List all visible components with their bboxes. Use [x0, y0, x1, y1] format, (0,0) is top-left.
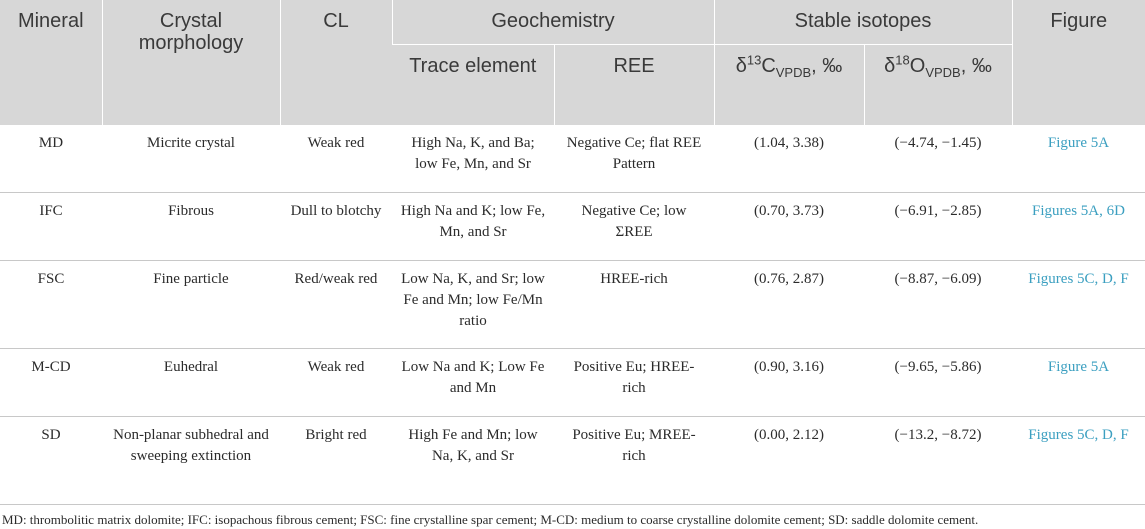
table-row — [0, 261, 1145, 349]
header-cl: CL — [280, 0, 392, 125]
cell-ree: Positive Eu; HREE-rich — [554, 349, 714, 417]
figure-link[interactable]: Figures 5C, D, F — [1012, 417, 1145, 505]
cell-d18o: (−4.74, −1.45) — [864, 125, 1012, 193]
cell-d13c: (0.90, 3.16) — [714, 349, 864, 417]
header-stable-isotopes: Stable isotopes — [714, 0, 1012, 44]
cell-trace-element: High Na and K; low Fe, Mn, and Sr — [392, 193, 554, 261]
cell-trace-element: Low Na, K, and Sr; low Fe and Mn; low Fe/Mn ratio — [392, 261, 554, 349]
header-d13c: $\delta^{13}C_{VPDB}$, ‰ — [714, 44, 864, 125]
cell-trace-element: Low Na and K; Low Fe and Mn — [392, 349, 554, 417]
cell-d18o: (−8.87, −6.09) — [864, 261, 1012, 349]
cell-ree: HREE-rich — [554, 261, 714, 349]
cell-d18o: (−6.91, −2.85) — [864, 193, 1012, 261]
cell-ree: Negative Ce; flat REE Pattern — [554, 125, 714, 193]
cell-d13c: (1.04, 3.38) — [714, 125, 864, 193]
figure-link[interactable]: Figures 5C, D, F — [1012, 261, 1145, 349]
header-trace-element: Trace element — [392, 44, 554, 125]
table-header — [0, 0, 1145, 125]
header-crystal-morphology: Crystal morphology — [102, 0, 280, 125]
table-row — [0, 193, 1145, 261]
cell-morphology: Non-planar subhedral and sweeping extinction — [102, 417, 280, 505]
cell-morphology: Euhedral — [102, 349, 280, 417]
cell-morphology: Fibrous — [102, 193, 280, 261]
table-row — [0, 349, 1145, 417]
cell-mineral: FSC — [0, 261, 102, 349]
cell-d18o: (−9.65, −5.86) — [864, 349, 1012, 417]
cell-cl: Dull to blotchy — [280, 193, 392, 261]
cell-cl: Weak red — [280, 349, 392, 417]
table-row — [0, 417, 1145, 505]
cell-ree: Positive Eu; MREE-rich — [554, 417, 714, 505]
table-row — [0, 125, 1145, 193]
header-mineral: Mineral — [0, 0, 102, 125]
header-d18o: $\delta^{18}O_{VPDB}$, ‰ — [864, 44, 1012, 125]
cell-cl: Weak red — [280, 125, 392, 193]
cell-mineral: SD — [0, 417, 102, 505]
cell-d13c: (0.00, 2.12) — [714, 417, 864, 505]
cell-ree: Negative Ce; low ΣREE — [554, 193, 714, 261]
header-geochemistry: Geochemistry — [392, 0, 714, 44]
header-figure: Figure — [1012, 0, 1145, 125]
cell-trace-element: High Na, K, and Ba; low Fe, Mn, and Sr — [392, 125, 554, 193]
cell-cl: Red/weak red — [280, 261, 392, 349]
cell-mineral: M-CD — [0, 349, 102, 417]
cell-morphology: Micrite crystal — [102, 125, 280, 193]
cell-cl: Bright red — [280, 417, 392, 505]
figure-link[interactable]: Figure 5A — [1012, 125, 1145, 193]
cell-d13c: (0.76, 2.87) — [714, 261, 864, 349]
cell-trace-element: High Fe and Mn; low Na, K, and Sr — [392, 417, 554, 505]
figure-link[interactable]: Figures 5A, 6D — [1012, 193, 1145, 261]
cell-mineral: IFC — [0, 193, 102, 261]
table-footnote: MD: thrombolitic matrix dolomite; IFC: isopachous fibrous cement; FSC: fine crystalline spar cement; M-CD: medium to coarse crystalline dolomite cement; SD: saddle dolomite cement. — [2, 512, 979, 527]
figure-link[interactable]: Figure 5A — [1012, 349, 1145, 417]
table-body — [0, 125, 1145, 505]
header-ree: REE — [554, 44, 714, 125]
cell-mineral: MD — [0, 125, 102, 193]
cell-d18o: (−13.2, −8.72) — [864, 417, 1012, 505]
cell-d13c: (0.70, 3.73) — [714, 193, 864, 261]
cell-morphology: Fine particle — [102, 261, 280, 349]
